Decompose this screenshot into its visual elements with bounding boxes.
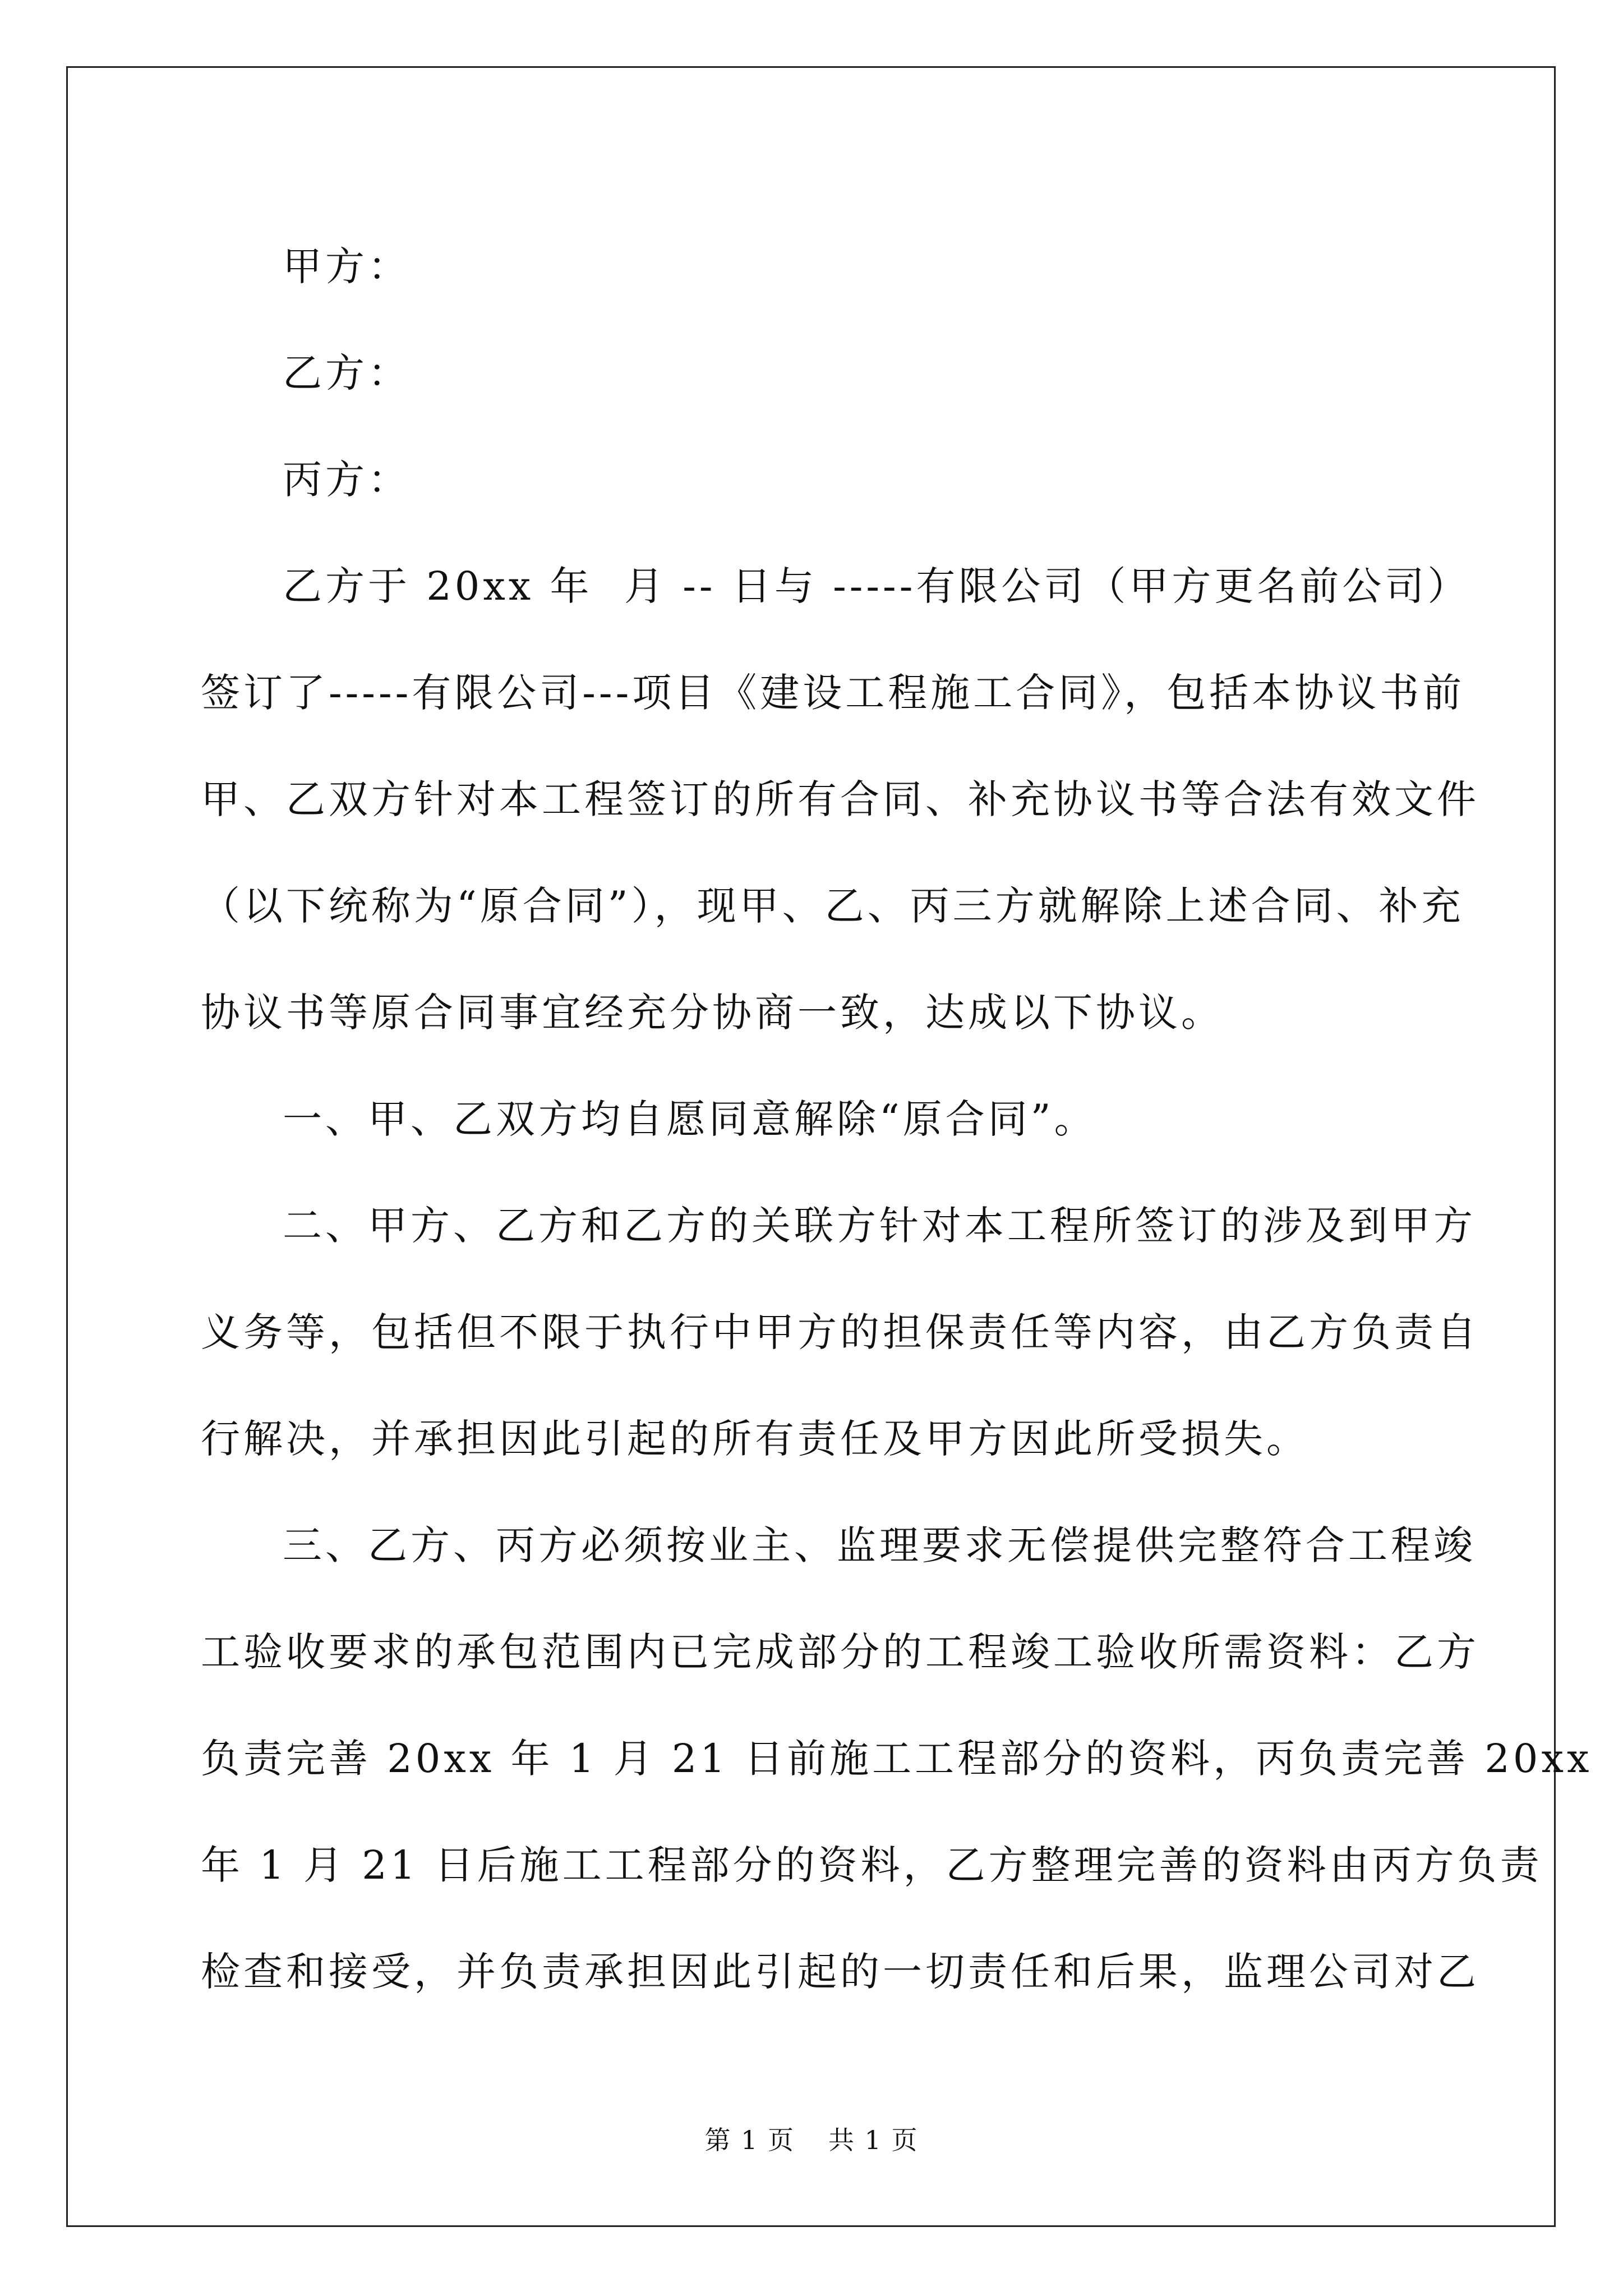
text-line: 工验收要求的承包范围内已完成部分的工程竣工验收所需资料：乙方 [201,1629,1479,1675]
text-line: 检查和接受，并负责承担因此引起的一切责任和后果，监理公司对乙 [201,1949,1479,1995]
text-line: 签订了-----有限公司---项目《建设工程施工合同》，包括本协议书前 [201,670,1465,716]
text-line: 负责完善 20xx 年 1 月 21 日前施工工程部分的资料，丙负责完善 20xx [201,1736,1593,1782]
text-line: 三、乙方、丙方必须按业主、监理要求无偿提供完整符合工程竣 [283,1522,1476,1568]
text-line: 乙方： [283,350,411,396]
document-body [201,213,1593,2025]
text-line: 甲方： [283,243,411,289]
text-line: 二、甲方、乙方和乙方的关联方针对本工程所签订的涉及到甲方 [283,1203,1476,1249]
text-line: 协议书等原合同事宜经充分协商一致，达成以下协议。 [201,990,1224,1036]
text-line: 一、甲、乙双方均自愿同意解除“原合同”。 [283,1096,1097,1142]
page-number-current: 第 1 页 [704,2125,795,2155]
text-line: 乙方于 20xx 年 月 -- 日与 -----有限公司（甲方更名前公司） [283,563,1470,609]
page-number-total: 共 1 页 [828,2125,919,2155]
text-line: 行解决，并承担因此引起的所有责任及甲方因此所受损失。 [201,1416,1309,1462]
text-line: 丙方： [283,457,411,503]
page-footer [0,2123,1623,2157]
text-line: （以下统称为“原合同”），现甲、乙、丙三方就解除上述合同、补充 [201,883,1464,929]
text-line: 甲、乙双方针对本工程签订的所有合同、补充协议书等合法有效文件 [201,776,1479,822]
text-line: 义务等，包括但不限于执行中甲方的担保责任等内容，由乙方负责自 [201,1309,1479,1355]
text-line: 年 1 月 21 日后施工工程部分的资料，乙方整理完善的资料由丙方负责 [201,1842,1543,1888]
